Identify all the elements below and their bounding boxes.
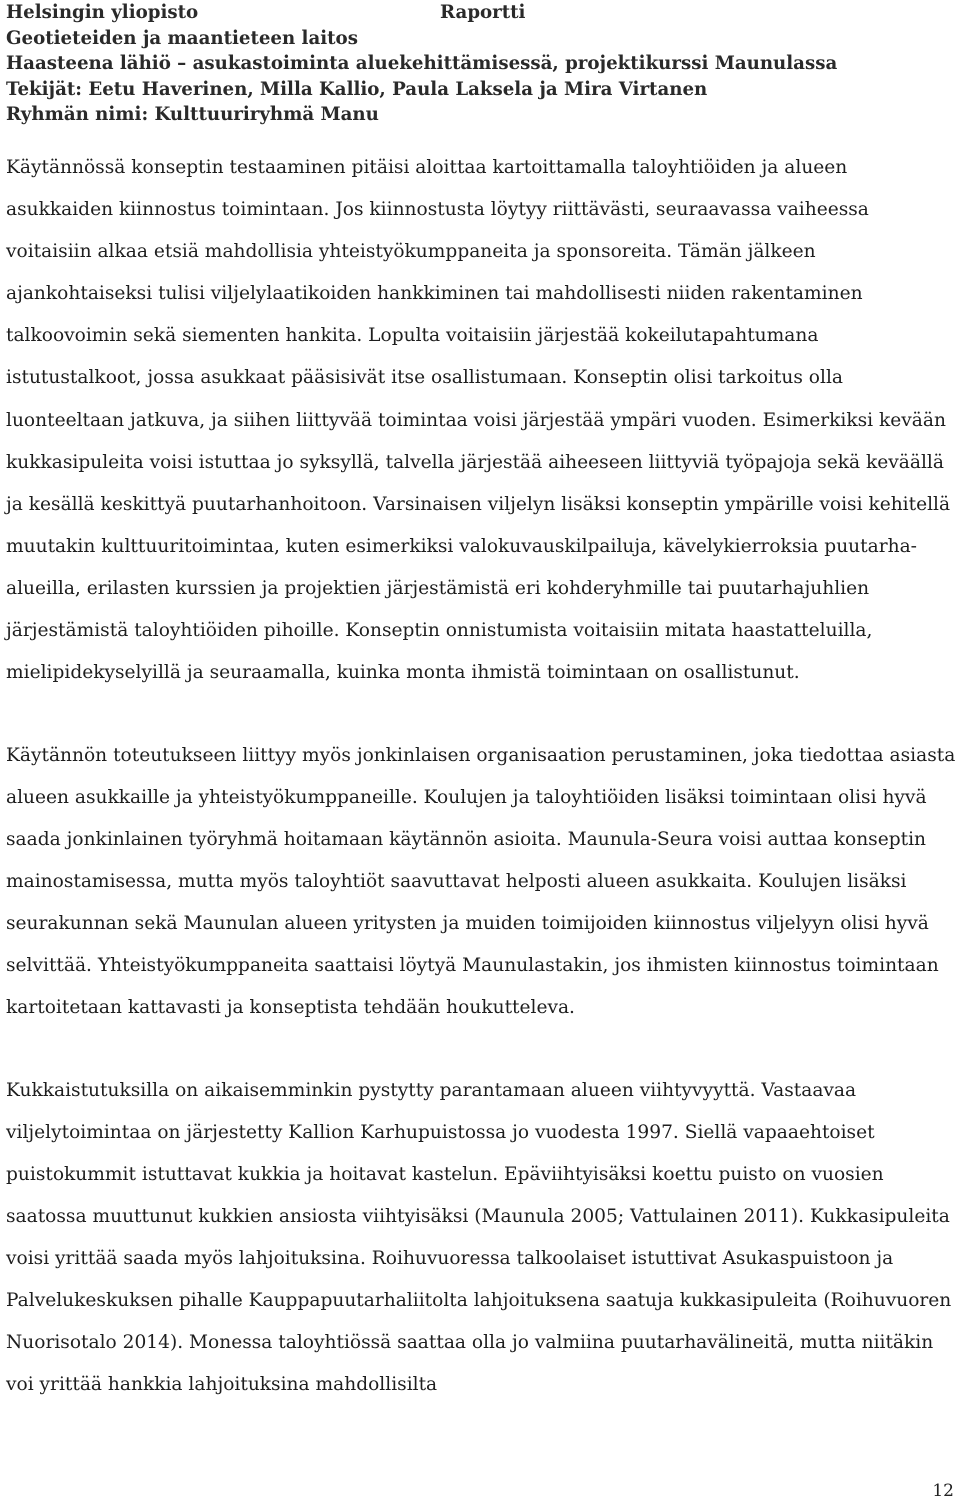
header-first-line <box>6 0 946 26</box>
department-name: Geotieteiden ja maantieteen laitos <box>6 27 358 49</box>
paragraph-3: Kukkaistutuksilla on aikaisemminkin pystytty parantamaan alueen viihtyvyyttä. Vastaavaa viljelytoimintaa on järjestetty Kallion Karhupuistossa jo vuodesta 1997. Siellä vapaaehtoiset puistokummit istuttavat kukkia ja hoitavat kastelun. Epäviihtyisäksi koettu puisto on vuosien saatossa muuttunut kukkien ansiosta viihtyisäksi (Maunula 2005; Vattulainen 2011). Kukkasipuleita voisi yrittää saada myös lahjoituksina. Roihuvuoressa talkoolaiset istuttivat Asukaspuistoon ja Palvelukeskuksen pihalle Kauppapuutarhaliitolta lahjoituksena saatuja kukkasipuleita (Roihuvuoren Nuorisotalo 2014). Monessa taloyhtiössä saattaa olla jo valmiina puutarhavälineitä, mutta niitäkin voi yrittää hankkia lahjoituksina mahdollisilta <box>6 1079 952 1396</box>
document-body <box>6 147 958 1406</box>
paragraph-1: Käytännössä konseptin testaaminen pitäisi aloittaa kartoittamalla taloyhtiöiden ja alueen asukkaiden kiinnostus toimintaan. Jos kiinnostusta löytyy riittävästi, seuraavassa vaiheessa voitaisiin alkaa etsiä mahdollisia yhteistyökumppaneita ja sponsoreita. Tämän jälkeen ajankohtaiseksi tulisi viljelylaatikoiden hankkiminen tai mahdollisesti niiden rakentaminen talkoovoimin sekä siementen hankita. Lopulta voitaisiin järjestää kokeilutapahtumana istutustalkoot, jossa asukkaat pääsisivät itse osallistumaan. Konseptin olisi tarkoitus olla luonteeltaan jatkuva, ja siihen liittyvää toimintaa voisi järjestää ympäri vuoden. Esimerkiksi kevään kukkasipuleita voisi istuttaa jo syksyllä, talvella järjestää aiheeseen liittyviä työpajoja sekä keväällä ja kesällä keskittyä puutarhanhoitoon. Varsinaisen viljelyn lisäksi konseptin ympärille voisi kehitellä muutakin kulttuuritoimintaa, kuten esimerkiksi valokuvauskilpailuja, kävelykierroksia puutarha-alueilla, erilasten kurssien ja projektien järjestämistä eri kohderyhmille tai puutarhajuhlien järjestämistä taloyhtiöiden pihoille. Konseptin onnistumista voitaisiin mitata haastatteluilla, mielipidekyselyillä ja seuraamalla, kuinka monta ihmistä toimintaan on osallistunut. <box>6 157 951 684</box>
authors-line: Tekijät: Eetu Haverinen, Milla Kallio, Paula Laksela ja Mira Virtanen <box>6 78 708 100</box>
page-number: 12 <box>932 1481 954 1501</box>
group-name: Ryhmän nimi: Kulttuuriryhmä Manu <box>6 104 379 125</box>
document-header <box>6 0 946 128</box>
university-name: Helsingin yliopisto <box>6 2 199 23</box>
course-title: Haasteena lähiö – asukastoiminta aluekehittämisessä, projektikurssi Maunulassa <box>6 53 838 74</box>
paragraph-2: Käytännön toteutukseen liittyy myös jonkinlaisen organisaation perustaminen, joka tiedottaa asiasta alueen asukkaille ja yhteistyökumppaneille. Koulujen ja taloyhtiöiden lisäksi toimintaan olisi hyvä saada jonkinlainen työryhmä hoitamaan käytännön asioita. Maunula-Seura voisi auttaa konseptin mainostamisessa, mutta myös taloyhtiöt saavuttavat helposti alueen asukkaita. Koulujen lisäksi seurakunnan sekä Maunulan alueen yritysten ja muiden toimijoiden kiinnostus viljelyyn olisi hyvä selvittää. Yhteistyökumppaneita saattaisi löytyä Maunulastakin, jos ihmisten kiinnostus toimintaan kartoitetaan kattavasti ja konseptista tehdään houkutteleva. <box>6 744 956 1019</box>
report-label: Raportti <box>440 2 526 23</box>
